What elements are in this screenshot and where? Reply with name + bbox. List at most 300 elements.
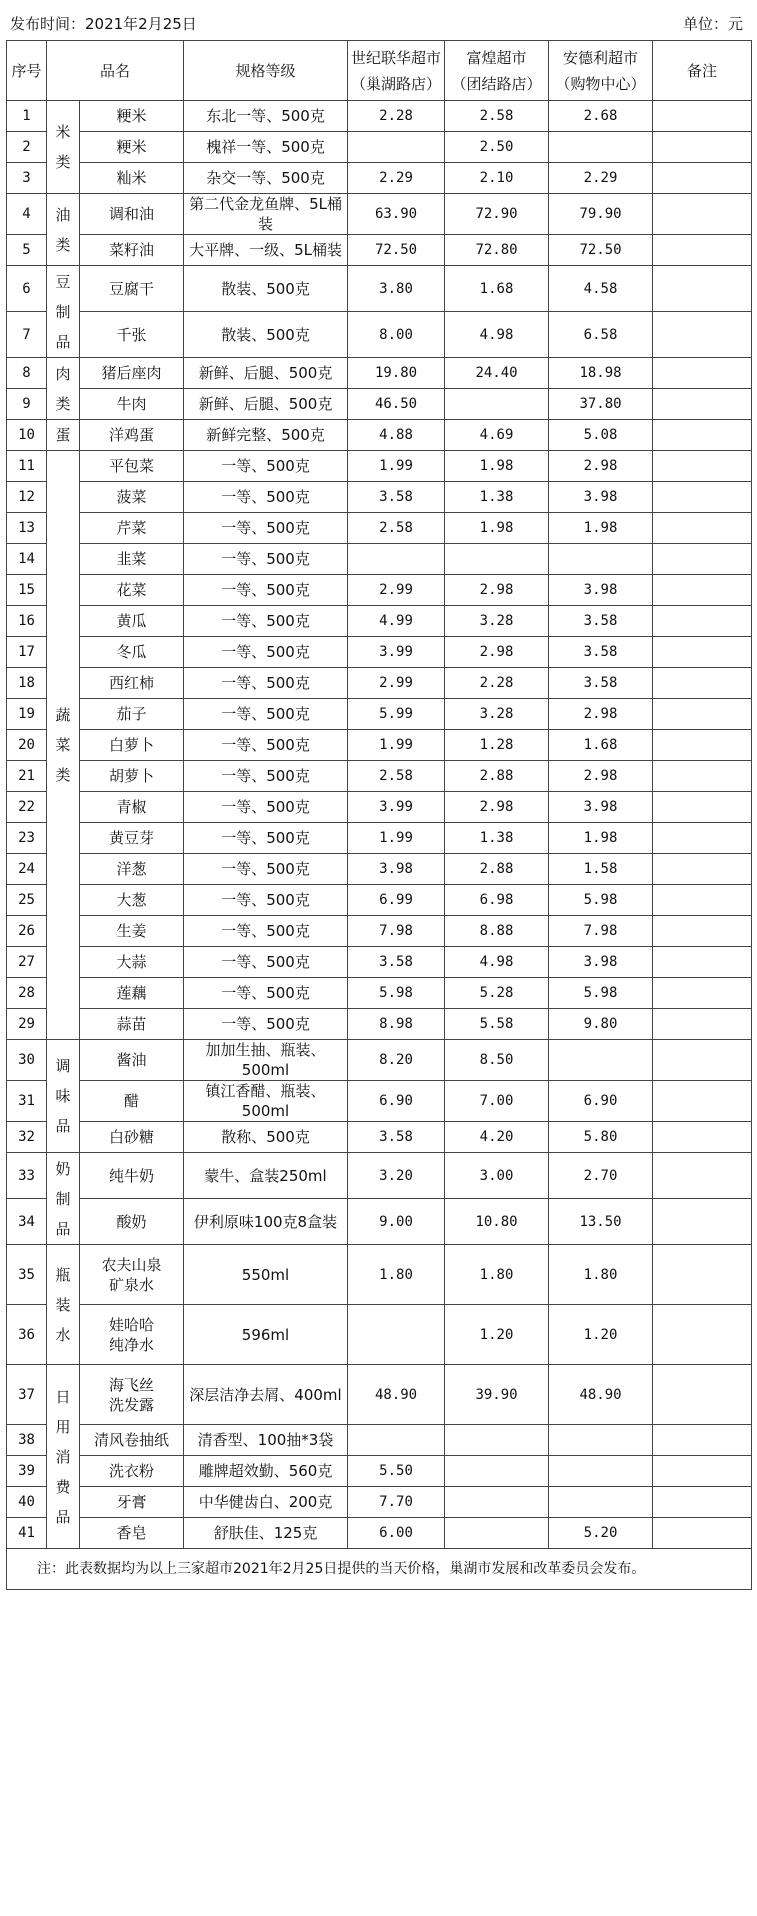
price-store3-cell: 1.98	[549, 823, 653, 854]
price-store3-cell: 2.68	[549, 101, 653, 132]
remark-cell	[653, 451, 752, 482]
remark-cell	[653, 420, 752, 451]
table-row	[7, 513, 752, 544]
price-store1-cell: 6.99	[348, 885, 445, 916]
price-store2-cell: 2.28	[445, 668, 549, 699]
category-cell	[47, 1040, 80, 1153]
spec-cell: 东北一等、500克	[184, 101, 348, 132]
seq-cell: 31	[7, 1081, 47, 1122]
seq-cell: 26	[7, 916, 47, 947]
price-store2-cell: 39.90	[445, 1365, 549, 1425]
seq-cell: 38	[7, 1425, 47, 1456]
table-row	[7, 358, 752, 389]
spec-cell: 一等、500克	[184, 544, 348, 575]
item-name-cell: 白萝卜	[80, 730, 184, 761]
table-row	[7, 978, 752, 1009]
item-name-line: 农夫山泉	[101, 1255, 162, 1274]
price-store3-cell: 5.98	[549, 885, 653, 916]
category-char: 水	[55, 1325, 71, 1344]
category-char: 品	[55, 1117, 71, 1135]
price-table-page	[6, 4, 751, 1590]
remark-cell	[653, 312, 752, 358]
remark-cell	[653, 544, 752, 575]
seq-cell: 40	[7, 1487, 47, 1518]
price-store2-cell: 4.20	[445, 1122, 549, 1153]
spec-cell: 伊利原味100克8盒装	[184, 1199, 348, 1245]
category-char: 奶	[55, 1159, 71, 1178]
table-row	[7, 854, 752, 885]
item-name-cell: 酱油	[80, 1040, 184, 1081]
remark-cell	[653, 1122, 752, 1153]
spec-cell: 清香型、100抽*3袋	[184, 1425, 348, 1456]
price-store3-cell: 3.58	[549, 668, 653, 699]
item-name-cell	[80, 1305, 184, 1365]
remark-cell	[653, 266, 752, 312]
category-char: 味	[55, 1087, 71, 1105]
item-name-line: 矿泉水	[109, 1275, 155, 1294]
category-char: 豆	[55, 272, 71, 291]
seq-cell: 27	[7, 947, 47, 978]
price-store2-cell: 8.88	[445, 916, 549, 947]
price-store2-cell: 1.98	[445, 451, 549, 482]
price-store3-cell: 4.58	[549, 266, 653, 312]
price-store1-cell: 3.99	[348, 792, 445, 823]
remark-cell	[653, 761, 752, 792]
spec-cell: 新鲜完整、500克	[184, 420, 348, 451]
price-store2-cell: 1.98	[445, 513, 549, 544]
spec-cell: 槐祥一等、500克	[184, 132, 348, 163]
item-name-cell: 菠菜	[80, 482, 184, 513]
price-store2-cell: 24.40	[445, 358, 549, 389]
remark-cell	[653, 235, 752, 266]
item-name-cell: 粳米	[80, 132, 184, 163]
price-store1-cell: 5.50	[348, 1456, 445, 1487]
spec-cell: 舒肤佳、125克	[184, 1518, 348, 1549]
price-store3-cell: 2.98	[549, 761, 653, 792]
price-store3-cell	[549, 1487, 653, 1518]
remark-cell	[653, 854, 752, 885]
price-store2-cell: 1.38	[445, 823, 549, 854]
seq-cell: 41	[7, 1518, 47, 1549]
remark-cell	[653, 1365, 752, 1425]
remark-cell	[653, 1305, 752, 1365]
remark-cell	[653, 978, 752, 1009]
spec-cell: 深层洁净去屑、400ml	[184, 1365, 348, 1425]
seq-cell: 7	[7, 312, 47, 358]
remark-cell	[653, 885, 752, 916]
table-row	[7, 1153, 752, 1199]
category-cell	[47, 420, 80, 451]
spec-cell: 一等、500克	[184, 575, 348, 606]
item-name-cell: 黄豆芽	[80, 823, 184, 854]
item-name-cell: 韭菜	[80, 544, 184, 575]
category-cell	[47, 1153, 80, 1245]
item-name-cell: 醋	[80, 1081, 184, 1122]
table-row	[7, 823, 752, 854]
spec-cell: 一等、500克	[184, 730, 348, 761]
seq-cell: 4	[7, 194, 47, 235]
spec-cell: 一等、500克	[184, 885, 348, 916]
price-store3-cell: 3.98	[549, 482, 653, 513]
category-cell	[47, 1365, 80, 1549]
item-name-line: 海飞丝	[109, 1375, 155, 1394]
category-char: 蛋	[55, 426, 71, 444]
price-store1-cell: 1.80	[348, 1245, 445, 1305]
price-store2-cell: 2.88	[445, 761, 549, 792]
category-char: 类	[55, 394, 71, 413]
spec-cell: 一等、500克	[184, 916, 348, 947]
price-store1-cell: 2.58	[348, 761, 445, 792]
spec-cell: 一等、500克	[184, 482, 348, 513]
item-name-cell: 青椒	[80, 792, 184, 823]
price-store2-cell: 72.90	[445, 194, 549, 235]
price-store3-cell: 3.98	[549, 575, 653, 606]
price-store2-cell: 2.98	[445, 575, 549, 606]
seq-cell: 25	[7, 885, 47, 916]
table-row	[7, 451, 752, 482]
item-name-cell: 纯牛奶	[80, 1153, 184, 1199]
price-store3-cell: 9.80	[549, 1009, 653, 1040]
price-store1-cell: 3.58	[348, 482, 445, 513]
header-store3-line: 安德利超市	[563, 48, 639, 67]
spec-cell: 一等、500克	[184, 513, 348, 544]
price-store1-cell: 3.58	[348, 1122, 445, 1153]
table-topbar	[6, 4, 751, 40]
table-row	[7, 544, 752, 575]
price-store3-cell	[549, 132, 653, 163]
remark-cell	[653, 823, 752, 854]
price-store2-cell: 3.00	[445, 1153, 549, 1199]
table-row	[7, 637, 752, 668]
price-store1-cell: 7.98	[348, 916, 445, 947]
item-name-cell: 粳米	[80, 101, 184, 132]
header-store3	[549, 41, 653, 101]
remark-cell	[653, 389, 752, 420]
price-store2-cell	[445, 389, 549, 420]
table-row	[7, 792, 752, 823]
header-row	[7, 41, 752, 101]
remark-cell	[653, 1245, 752, 1305]
table-row	[7, 668, 752, 699]
seq-cell: 16	[7, 606, 47, 637]
price-store2-cell	[445, 1487, 549, 1518]
price-store1-cell: 72.50	[348, 235, 445, 266]
table-row	[7, 312, 752, 358]
price-store1-cell: 8.00	[348, 312, 445, 358]
table-row	[7, 132, 752, 163]
remark-cell	[653, 1487, 752, 1518]
spec-cell: 596ml	[184, 1305, 348, 1365]
header-store2	[445, 41, 549, 101]
price-store2-cell: 72.80	[445, 235, 549, 266]
price-store1-cell: 46.50	[348, 389, 445, 420]
spec-cell: 一等、500克	[184, 637, 348, 668]
table-row	[7, 194, 752, 235]
seq-cell: 33	[7, 1153, 47, 1199]
spec-cell: 一等、500克	[184, 978, 348, 1009]
seq-cell: 22	[7, 792, 47, 823]
category-char: 品	[55, 1507, 71, 1526]
spec-cell: 一等、500克	[184, 792, 348, 823]
price-store1-cell: 1.99	[348, 823, 445, 854]
price-store3-cell: 72.50	[549, 235, 653, 266]
price-store1-cell: 6.00	[348, 1518, 445, 1549]
remark-cell	[653, 1199, 752, 1245]
remark-cell	[653, 482, 752, 513]
spec-cell: 雕牌超效勤、560克	[184, 1456, 348, 1487]
category-cell	[47, 358, 80, 420]
price-store3-cell: 1.80	[549, 1245, 653, 1305]
category-char: 菜	[55, 736, 71, 754]
remark-cell	[653, 132, 752, 163]
price-store1-cell: 2.58	[348, 513, 445, 544]
seq-cell: 23	[7, 823, 47, 854]
price-store2-cell: 1.38	[445, 482, 549, 513]
category-cell	[47, 194, 80, 266]
item-name-cell: 籼米	[80, 163, 184, 194]
table-row	[7, 235, 752, 266]
category-char: 费	[55, 1477, 71, 1496]
category-char: 装	[55, 1295, 71, 1314]
category-char: 品	[55, 1219, 71, 1238]
price-store1-cell: 2.29	[348, 163, 445, 194]
header-spec: 规格等级	[184, 41, 348, 101]
item-name-line: 纯净水	[109, 1335, 155, 1354]
table-row	[7, 1081, 752, 1122]
spec-cell: 一等、500克	[184, 606, 348, 637]
seq-cell: 39	[7, 1456, 47, 1487]
spec-cell: 新鲜、后腿、500克	[184, 389, 348, 420]
seq-cell: 37	[7, 1365, 47, 1425]
remark-cell	[653, 1518, 752, 1549]
item-name-cell: 牛肉	[80, 389, 184, 420]
unit-label: 单位：元	[682, 15, 743, 33]
price-store3-cell	[549, 1425, 653, 1456]
remark-cell	[653, 916, 752, 947]
spec-cell: 蒙牛、盒装250ml	[184, 1153, 348, 1199]
remark-cell	[653, 699, 752, 730]
spec-cell: 一等、500克	[184, 947, 348, 978]
remark-cell	[653, 1081, 752, 1122]
price-store3-cell: 1.68	[549, 730, 653, 761]
table-row	[7, 1199, 752, 1245]
remark-cell	[653, 1425, 752, 1456]
seq-cell: 11	[7, 451, 47, 482]
category-char: 品	[55, 332, 71, 351]
spec-cell: 镇江香醋、瓶装、500ml	[184, 1081, 348, 1122]
seq-cell: 21	[7, 761, 47, 792]
price-store1-cell: 2.99	[348, 668, 445, 699]
price-store3-cell	[549, 544, 653, 575]
spec-cell: 第二代金龙鱼牌、5L桶装	[184, 194, 348, 235]
item-name-cell: 茄子	[80, 699, 184, 730]
spec-cell: 加加生抽、瓶装、500ml	[184, 1040, 348, 1081]
item-name-cell: 平包菜	[80, 451, 184, 482]
price-store2-cell	[445, 544, 549, 575]
item-name-cell: 白砂糖	[80, 1122, 184, 1153]
remark-cell	[653, 1009, 752, 1040]
seq-cell: 6	[7, 266, 47, 312]
table-row	[7, 420, 752, 451]
price-store3-cell: 3.58	[549, 606, 653, 637]
price-store1-cell: 19.80	[348, 358, 445, 389]
price-store2-cell	[445, 1456, 549, 1487]
table-row	[7, 699, 752, 730]
price-table	[6, 40, 752, 1590]
spec-cell: 一等、500克	[184, 1009, 348, 1040]
spec-cell: 散装、500克	[184, 266, 348, 312]
seq-cell: 35	[7, 1245, 47, 1305]
table-row	[7, 606, 752, 637]
remark-cell	[653, 1153, 752, 1199]
seq-cell: 20	[7, 730, 47, 761]
table-row	[7, 1245, 752, 1305]
item-name-cell: 香皂	[80, 1518, 184, 1549]
table-row	[7, 1425, 752, 1456]
spec-cell: 新鲜、后腿、500克	[184, 358, 348, 389]
item-name-line: 洗发露	[109, 1395, 155, 1414]
seq-cell: 34	[7, 1199, 47, 1245]
spec-cell: 550ml	[184, 1245, 348, 1305]
seq-cell: 10	[7, 420, 47, 451]
table-row	[7, 1487, 752, 1518]
price-store1-cell: 4.88	[348, 420, 445, 451]
item-name-cell: 西红柿	[80, 668, 184, 699]
price-store3-cell: 48.90	[549, 1365, 653, 1425]
price-store2-cell: 1.80	[445, 1245, 549, 1305]
price-store3-cell	[549, 1456, 653, 1487]
price-store1-cell: 5.98	[348, 978, 445, 1009]
header-store2-line: （团结路店）	[451, 74, 542, 93]
item-name-cell	[80, 1245, 184, 1305]
remark-cell	[653, 606, 752, 637]
category-char: 用	[55, 1417, 71, 1436]
seq-cell: 18	[7, 668, 47, 699]
price-store2-cell: 6.98	[445, 885, 549, 916]
table-row	[7, 947, 752, 978]
price-store2-cell	[445, 1425, 549, 1456]
price-store2-cell: 7.00	[445, 1081, 549, 1122]
header-store2-line: 富煌超市	[466, 48, 527, 67]
spec-cell: 一等、500克	[184, 761, 348, 792]
remark-cell	[653, 194, 752, 235]
table-row	[7, 1518, 752, 1549]
price-store1-cell: 1.99	[348, 451, 445, 482]
category-char: 米	[55, 123, 71, 141]
item-name-cell: 猪后座肉	[80, 358, 184, 389]
item-name-cell: 洗衣粉	[80, 1456, 184, 1487]
price-store2-cell: 4.98	[445, 947, 549, 978]
spec-cell: 杂交一等、500克	[184, 163, 348, 194]
category-char: 类	[55, 153, 71, 171]
table-row	[7, 163, 752, 194]
price-store3-cell: 5.98	[549, 978, 653, 1009]
item-name-cell: 芹菜	[80, 513, 184, 544]
price-store2-cell: 3.28	[445, 699, 549, 730]
price-store1-cell: 63.90	[348, 194, 445, 235]
category-char: 类	[55, 766, 71, 784]
price-store3-cell: 2.29	[549, 163, 653, 194]
remark-cell	[653, 947, 752, 978]
table-row	[7, 101, 752, 132]
price-store1-cell	[348, 132, 445, 163]
price-store3-cell: 3.98	[549, 947, 653, 978]
remark-cell	[653, 668, 752, 699]
price-store2-cell: 1.28	[445, 730, 549, 761]
price-store2-cell: 4.98	[445, 312, 549, 358]
price-store3-cell: 3.98	[549, 792, 653, 823]
spec-cell: 散称、500克	[184, 1122, 348, 1153]
table-row	[7, 482, 752, 513]
price-store2-cell: 3.28	[445, 606, 549, 637]
price-store3-cell: 5.08	[549, 420, 653, 451]
table-row	[7, 1122, 752, 1153]
item-name-cell: 黄瓜	[80, 606, 184, 637]
item-name-cell: 莲藕	[80, 978, 184, 1009]
price-store3-cell: 6.58	[549, 312, 653, 358]
price-store2-cell: 4.69	[445, 420, 549, 451]
price-store1-cell: 3.58	[348, 947, 445, 978]
price-store1-cell: 8.20	[348, 1040, 445, 1081]
header-remark: 备注	[653, 41, 752, 101]
remark-cell	[653, 101, 752, 132]
seq-cell: 14	[7, 544, 47, 575]
seq-cell: 29	[7, 1009, 47, 1040]
item-name-cell: 酸奶	[80, 1199, 184, 1245]
seq-cell: 8	[7, 358, 47, 389]
item-name-cell: 洋鸡蛋	[80, 420, 184, 451]
price-store2-cell: 8.50	[445, 1040, 549, 1081]
header-seq: 序号	[7, 41, 47, 101]
header-store1-line: （巢湖路店）	[351, 74, 442, 93]
price-store2-cell: 2.10	[445, 163, 549, 194]
table-row	[7, 266, 752, 312]
item-name-cell: 菜籽油	[80, 235, 184, 266]
price-store1-cell: 7.70	[348, 1487, 445, 1518]
seq-cell: 30	[7, 1040, 47, 1081]
price-store3-cell: 37.80	[549, 389, 653, 420]
item-name-cell: 大葱	[80, 885, 184, 916]
header-store1-line: 世纪联华超市	[351, 48, 442, 67]
price-store3-cell: 3.58	[549, 637, 653, 668]
spec-cell: 中华健齿白、200克	[184, 1487, 348, 1518]
item-name-cell: 大蒜	[80, 947, 184, 978]
seq-cell: 17	[7, 637, 47, 668]
price-store2-cell: 2.50	[445, 132, 549, 163]
price-store3-cell: 5.80	[549, 1122, 653, 1153]
seq-cell: 19	[7, 699, 47, 730]
seq-cell: 24	[7, 854, 47, 885]
price-store1-cell: 3.98	[348, 854, 445, 885]
price-store3-cell: 79.90	[549, 194, 653, 235]
spec-cell: 一等、500克	[184, 451, 348, 482]
category-char: 日	[55, 1387, 71, 1406]
price-store1-cell: 5.99	[348, 699, 445, 730]
price-store1-cell: 3.99	[348, 637, 445, 668]
table-row	[7, 885, 752, 916]
price-store1-cell: 6.90	[348, 1081, 445, 1122]
price-store1-cell: 2.28	[348, 101, 445, 132]
price-store3-cell: 18.98	[549, 358, 653, 389]
header-name: 品名	[47, 41, 184, 101]
spec-cell: 一等、500克	[184, 668, 348, 699]
category-char: 类	[55, 235, 71, 254]
seq-cell: 36	[7, 1305, 47, 1365]
price-store2-cell: 10.80	[445, 1199, 549, 1245]
seq-cell: 1	[7, 101, 47, 132]
seq-cell: 32	[7, 1122, 47, 1153]
remark-cell	[653, 575, 752, 606]
